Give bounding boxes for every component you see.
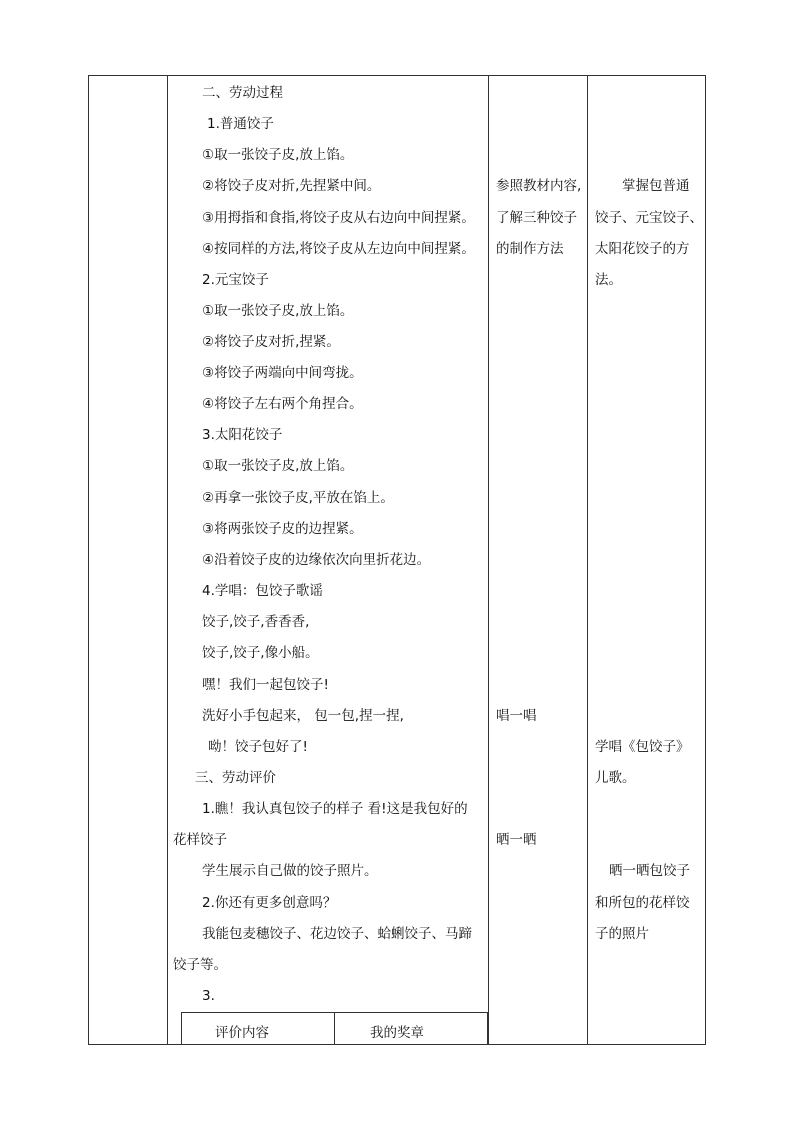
- step-text: ④沿着饺子皮的边缘依次向里折花边。: [202, 552, 431, 568]
- intent-text: 法。: [595, 272, 622, 288]
- student-activity-text: 唱一唱: [496, 708, 537, 724]
- step-text: ①取一张饺子皮,放上馅。: [202, 303, 354, 319]
- step-text: ③将饺子两端向中间弯拢。: [202, 365, 363, 381]
- song-line: 饺子,饺子,像小船。: [202, 645, 319, 661]
- evaluation-text: 我能包麦穗饺子、花边饺子、蛤蜊饺子、马蹄: [202, 926, 472, 942]
- song-line: 饺子,饺子,香香香,: [202, 614, 310, 630]
- intent-text: 饺子、元宝饺子、: [595, 210, 703, 226]
- intent-text: 子的照片: [595, 926, 649, 942]
- step-text: ①取一张饺子皮,放上馅。: [202, 147, 354, 163]
- evaluation-header-medal: 我的奖章: [370, 1025, 424, 1041]
- evaluation-table: [181, 1012, 488, 1045]
- evaluation-item: 2.你还有更多创意吗？: [202, 895, 337, 911]
- section-heading-evaluation: 三、劳动评价: [195, 770, 276, 786]
- evaluation-item-continued: 花样饺子: [173, 832, 227, 848]
- step-text: ②将饺子皮对折,先捏紧中间。: [202, 178, 381, 194]
- evaluation-header-content: 评价内容: [215, 1025, 269, 1041]
- evaluation-item: 1.瞧！我认真包饺子的样子 看!这是我包好的: [202, 801, 468, 817]
- student-activity-text: 的制作方法: [496, 241, 564, 257]
- step-text: ③将两张饺子皮的边捏紧。: [202, 521, 363, 537]
- step-text: ②将饺子皮对折,捏紧。: [202, 334, 340, 350]
- step-text: ①取一张饺子皮,放上馅。: [202, 458, 354, 474]
- student-activity-text: 晒一晒: [496, 832, 537, 848]
- subheading-yuanbao-dumpling: 2.元宝饺子: [202, 272, 269, 288]
- student-activity-text: 了解三种饺子: [496, 210, 577, 226]
- subheading-ordinary-dumpling: 1.普通饺子: [207, 116, 274, 132]
- song-line: 洗好小手包起来， 包一包,捏一捏,: [202, 708, 404, 724]
- column-divider: [167, 76, 168, 1044]
- intent-text: 和所包的花样饺: [595, 895, 690, 911]
- column-divider: [488, 76, 489, 1044]
- evaluation-text-continued: 饺子等。: [173, 957, 227, 973]
- step-text: ②再拿一张饺子皮,平放在馅上。: [202, 490, 394, 506]
- student-activity-text: 参照教材内容,: [496, 178, 582, 194]
- intent-text: 儿歌。: [595, 770, 636, 786]
- step-text: ④将饺子左右两个角捏合。: [202, 396, 363, 412]
- song-line: 呦！饺子包好了!: [208, 739, 308, 755]
- intent-text: 掌握包普通: [622, 178, 690, 194]
- step-text: ④按同样的方法,将饺子皮从左边向中间捏紧。: [202, 241, 475, 257]
- intent-text: 晒一晒包饺子: [609, 863, 690, 879]
- column-divider: [587, 76, 588, 1044]
- subheading-song: 4.学唱：包饺子歌谣: [202, 583, 323, 599]
- evaluation-text: 学生展示自己做的饺子照片。: [202, 863, 378, 879]
- step-text: ③用拇指和食指,将饺子皮从右边向中间捏紧。: [202, 210, 475, 226]
- intent-text: 太阳花饺子的方: [595, 241, 690, 257]
- section-heading-process: 二、劳动过程: [202, 85, 283, 101]
- evaluation-table-divider: [334, 1013, 335, 1044]
- song-line: 嘿！我们一起包饺子!: [202, 677, 329, 693]
- evaluation-item-number: 3.: [202, 988, 215, 1004]
- subheading-sunflower-dumpling: 3.太阳花饺子: [202, 427, 283, 443]
- intent-text: 学唱《包饺子》: [595, 739, 690, 755]
